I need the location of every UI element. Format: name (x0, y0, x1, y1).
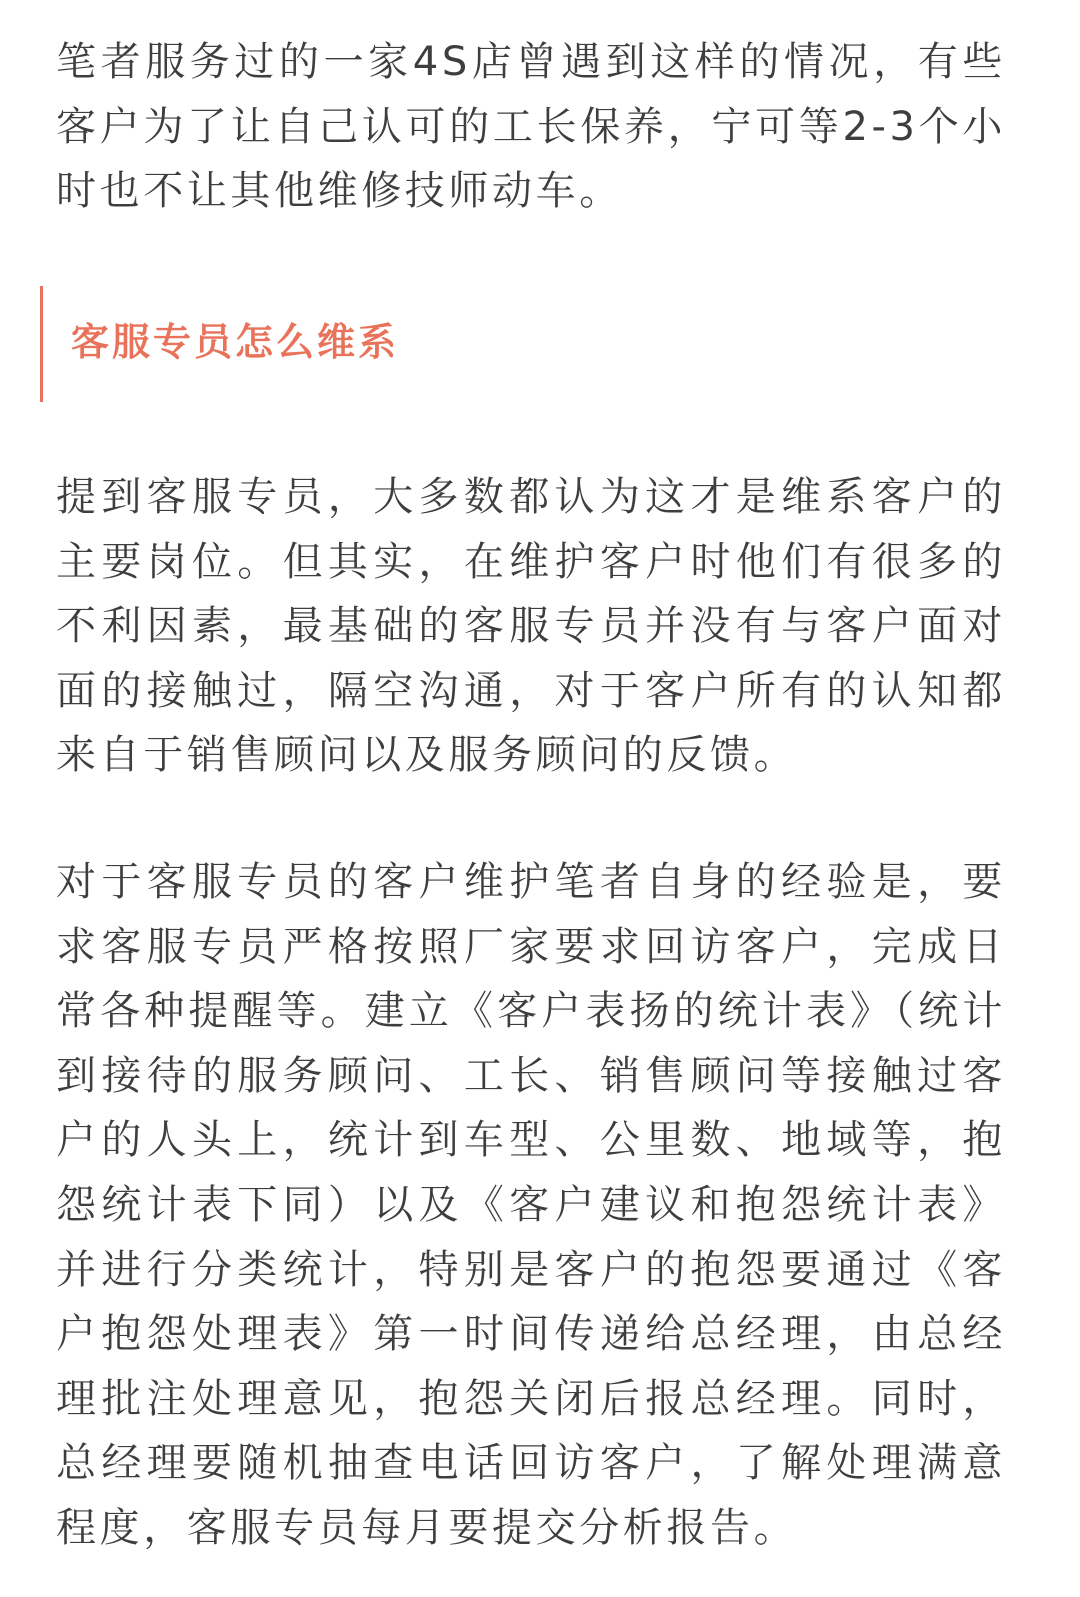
article-paragraph-2: 提到客服专员，大多数都认为这才是维系客户的主要岗位。但其实，在维护客户时他们有很多的不利因素，最基础的客服专员并没有与客户面对面的接触过，隔空沟通，对于客户所有的认知都来自于销售顾问以及服务顾问的反馈。 (56, 474, 1006, 779)
article-paragraph-1: 笔者服务过的一家4S店曾遇到这样的情况，有些客户为了让自己认可的工长保养，宁可等2-3个小时也不让其他维修技师动车。 (56, 39, 1006, 215)
section-heading: 客服专员怎么维系 (71, 320, 400, 364)
section-heading-block (40, 286, 743, 402)
article-paragraph-3: 对于客服专员的客户维护笔者自身的经验是，要求客服专员严格按照厂家要求回访客户，完成日常各种提醒等。建立《客户表扬的统计表》（统计到接待的服务顾问、工长、销售顾问等接触过客户的人头上，统计到车型、公里数、地域等，抱怨统计表下同）以及《客户建议和抱怨统计表》并进行分类统计，特别是客户的抱怨要通过《客户抱怨处理表》第一时间传递给总经理，由总经理批注处理意见，抱怨关闭后报总经理。同时，总经理要随机抽查电话回访客户，了解处理满意程度，客服专员每月要提交分析报告。 (56, 859, 1006, 1551)
